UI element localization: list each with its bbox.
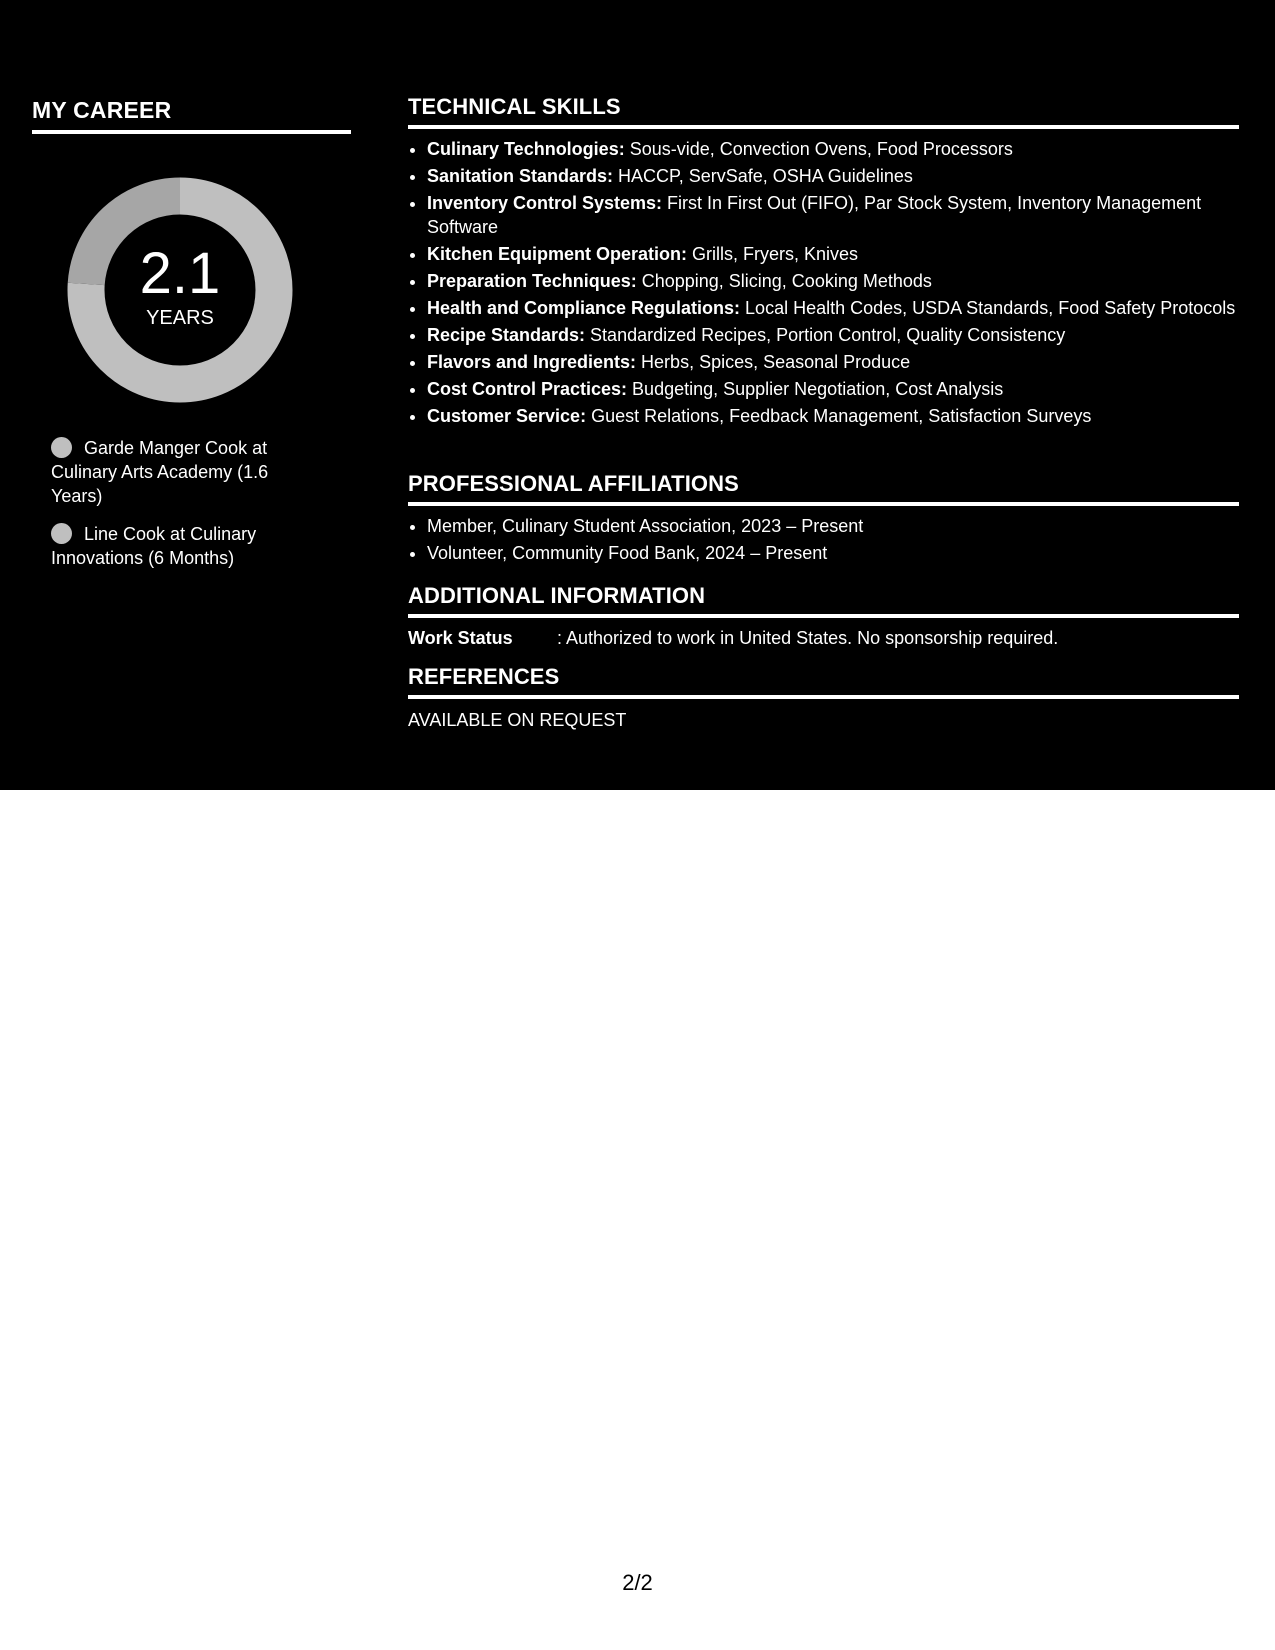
skill-text: Chopping, Slicing, Cooking Methods: [636, 271, 932, 291]
years-value: 2.1: [139, 240, 221, 306]
skill-item: [427, 137, 1239, 161]
skill-text: Standardized Recipes, Portion Control, Quality Consistency: [585, 325, 1066, 345]
skill-text: Guest Relations, Feedback Management, Satisfaction Surveys: [586, 406, 1092, 426]
skill-label: Kitchen Equipment Operation:: [427, 244, 688, 264]
skill-item: [427, 350, 1239, 374]
additional-info-heading: ADDITIONAL INFORMATION: [408, 583, 1239, 618]
skill-label: Flavors and Ingredients:: [427, 352, 637, 372]
affiliations-list: [408, 514, 1239, 565]
skill-item: [427, 242, 1239, 266]
skill-item: [427, 191, 1239, 239]
skill-text: First In First Out (FIFO), Par Stock System, Inventory Management Software: [427, 193, 1202, 237]
skill-item: [427, 404, 1239, 428]
donut-center: [65, 175, 295, 405]
skill-text: Grills, Fryers, Knives: [687, 244, 859, 264]
work-status-label: Work Status: [408, 628, 513, 648]
circle-bullet-icon: [51, 437, 72, 458]
career-item: [51, 522, 301, 570]
skill-label: Recipe Standards:: [427, 325, 586, 345]
circle-bullet-icon: [51, 523, 72, 544]
years-unit: YEARS: [146, 306, 214, 329]
technical-skills-heading: TECHNICAL SKILLS: [408, 94, 1239, 129]
skill-item: [427, 323, 1239, 347]
skill-text: Budgeting, Supplier Negotiation, Cost Analysis: [627, 379, 1004, 399]
skill-label: Inventory Control Systems:: [427, 193, 663, 213]
affiliation-item: • Member, Culinary Student Association, 2023 – Present: [427, 514, 1239, 538]
skill-label: Cost Control Practices:: [427, 379, 628, 399]
skill-text: Sous-vide, Convection Ovens, Food Processors: [624, 139, 1013, 159]
career-item-text: Garde Manger Cook at Culinary Arts Academy (1.6 Years): [51, 438, 269, 506]
skill-label: Culinary Technologies:: [427, 139, 625, 159]
skill-item: [427, 269, 1239, 293]
affiliation-item: • Volunteer, Community Food Bank, 2024 – Present: [427, 541, 1239, 565]
work-status-value: : Authorized to work in United States. No sponsorship required.: [557, 628, 1059, 648]
affiliations-heading: PROFESSIONAL AFFILIATIONS: [408, 471, 1239, 506]
affiliations-section: [408, 471, 1239, 568]
references-text: AVAILABLE ON REQUEST: [408, 710, 627, 730]
technical-skills-list: [408, 137, 1239, 428]
skill-text: HACCP, ServSafe, OSHA Guidelines: [613, 166, 913, 186]
references-section: [408, 664, 1239, 732]
skill-label: Customer Service:: [427, 406, 587, 426]
skill-item: [427, 164, 1239, 188]
skill-text: Local Health Codes, USDA Standards, Food Safety Protocols: [740, 298, 1236, 318]
career-item: [51, 436, 301, 508]
skill-item: [427, 377, 1239, 401]
work-status-row: [408, 626, 1239, 650]
technical-skills-section: [408, 94, 1239, 431]
references-heading: REFERENCES: [408, 664, 1239, 699]
career-item-text: Line Cook at Culinary Innovations (6 Months): [51, 524, 257, 568]
skill-text: Herbs, Spices, Seasonal Produce: [636, 352, 911, 372]
career-list: [51, 436, 301, 584]
sidebar: [0, 0, 383, 790]
skill-label: Preparation Techniques:: [427, 271, 637, 291]
skill-label: Health and Compliance Regulations:: [427, 298, 741, 318]
skill-label: Sanitation Standards:: [427, 166, 614, 186]
page-number: 2/2: [622, 1570, 653, 1595]
career-heading: MY CAREER: [32, 97, 351, 134]
additional-info-section: [408, 583, 1239, 650]
skill-item: [427, 296, 1239, 320]
